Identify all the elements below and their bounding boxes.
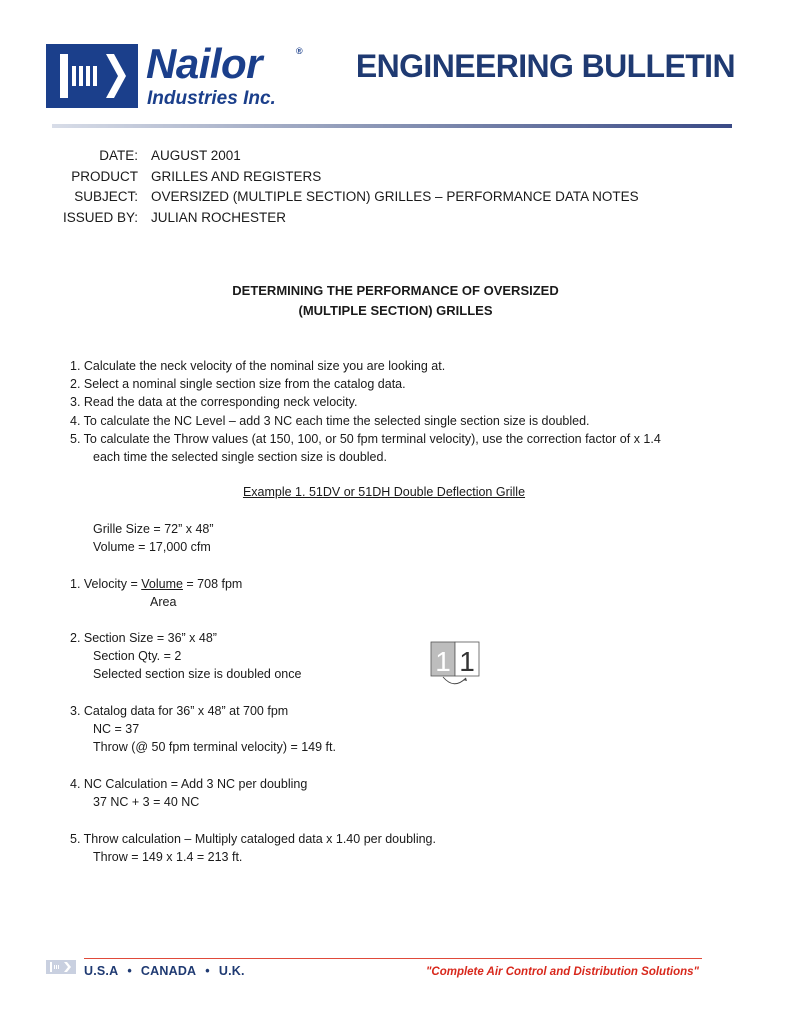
nailor-logo-icon xyxy=(46,44,138,108)
bulletin-title: ENGINEERING BULLETIN xyxy=(355,48,735,84)
section-size-calc xyxy=(70,629,301,684)
footer-logo-icon xyxy=(46,960,76,974)
header-divider xyxy=(52,124,732,128)
throw-calc-label: 5. Throw calculation – Multiply cataloged data x 1.40 per doubling. xyxy=(70,832,436,846)
meta-value: JULIAN ROCHESTER xyxy=(151,209,287,225)
velocity-formula xyxy=(70,575,242,593)
grille-size: Grille Size = 72” x 48” xyxy=(93,522,214,536)
bulletin-meta xyxy=(60,146,720,228)
meta-row-date xyxy=(60,146,720,167)
velocity-suffix: = 708 fpm xyxy=(182,577,243,591)
velocity-calc xyxy=(70,575,242,611)
section-qty: Section Qty. = 2 xyxy=(93,649,182,664)
country-canada: CANADA xyxy=(140,964,197,978)
footer-tagline: "Complete Air Control and Distribution Solutions" xyxy=(425,966,699,978)
nc-calc-result: 37 NC + 3 = 40 NC xyxy=(93,795,200,810)
catalog-lookup xyxy=(70,702,336,757)
procedure-steps xyxy=(70,357,750,466)
doubling-arrow-icon xyxy=(443,677,466,684)
brand-subline: Industries Inc. xyxy=(147,88,276,109)
step-3: 3. Read the data at the corresponding neck velocity. xyxy=(70,395,358,410)
step-1: 1. Calculate the neck velocity of the nominal size you are looking at. xyxy=(70,359,446,373)
velocity-numerator: Volume xyxy=(141,577,183,591)
meta-value: OVERSIZED (MULTIPLE SECTION) GRILLES – PERFORMANCE DATA NOTES xyxy=(151,189,639,204)
velocity-prefix: 1. Velocity = xyxy=(70,577,142,591)
section-title-line-2: (MULTIPLE SECTION) GRILLES xyxy=(298,303,493,318)
section-left-label: 1 xyxy=(435,646,451,677)
brand-logo xyxy=(46,40,311,110)
catalog-nc: NC = 37 xyxy=(93,722,140,737)
throw-calc-result: Throw = 149 x 1.4 = 213 ft. xyxy=(93,850,243,865)
meta-key: SUBJECT: xyxy=(74,189,138,204)
step-5-continuation: each time the selected single section size is doubled. xyxy=(93,450,387,465)
step-4: 4. To calculate the NC Level – add 3 NC each time the selected single section size is doubled. xyxy=(70,413,590,428)
section-note: Selected section size is doubled once xyxy=(93,667,302,682)
separator-dot: • xyxy=(127,964,132,978)
nc-calc-label: 4. NC Calculation = Add 3 NC per doubling xyxy=(70,777,308,791)
step-5: 5. To calculate the Throw values (at 150, 100, or 50 fpm terminal velocity), use the correction factor of x 1.4 xyxy=(70,431,661,446)
section-doubling-diagram xyxy=(430,640,482,688)
meta-row-subject xyxy=(60,187,720,208)
volume: Volume = 17,000 cfm xyxy=(93,540,211,555)
separator-dot: • xyxy=(205,964,210,978)
nc-calculation xyxy=(70,775,307,811)
footer-divider xyxy=(84,958,702,959)
velocity-denominator: Area xyxy=(150,595,177,610)
throw-calculation xyxy=(70,830,436,866)
footer-countries xyxy=(84,964,245,978)
meta-key: ISSUED BY: xyxy=(62,209,138,225)
example-inputs xyxy=(70,520,214,556)
brand-name: Nailor xyxy=(146,40,263,87)
meta-row-issued-by xyxy=(60,208,720,229)
meta-key: PRODUCT xyxy=(71,168,138,184)
registered-mark: ® xyxy=(296,46,303,56)
catalog-throw: Throw (@ 50 fpm terminal velocity) = 149 ft. xyxy=(93,740,336,755)
meta-value: GRILLES AND REGISTERS xyxy=(151,168,322,184)
country-usa: U.S.A xyxy=(84,964,119,978)
section-right-label: 1 xyxy=(459,646,475,677)
section-title-line-1: DETERMINING THE PERFORMANCE OF OVERSIZED xyxy=(232,283,559,298)
meta-value: AUGUST 2001 xyxy=(151,148,241,163)
meta-key: DATE: xyxy=(99,148,138,163)
country-uk: U.K. xyxy=(218,964,245,978)
section-size: 2. Section Size = 36” x 48” xyxy=(70,631,217,645)
meta-row-product xyxy=(60,167,720,188)
example-title: Example 1. 51DV or 51DH Double Deflection Grille xyxy=(242,485,526,499)
catalog-data: 3. Catalog data for 36” x 48” at 700 fpm xyxy=(70,704,289,718)
step-2: 2. Select a nominal single section size from the catalog data. xyxy=(70,377,406,392)
